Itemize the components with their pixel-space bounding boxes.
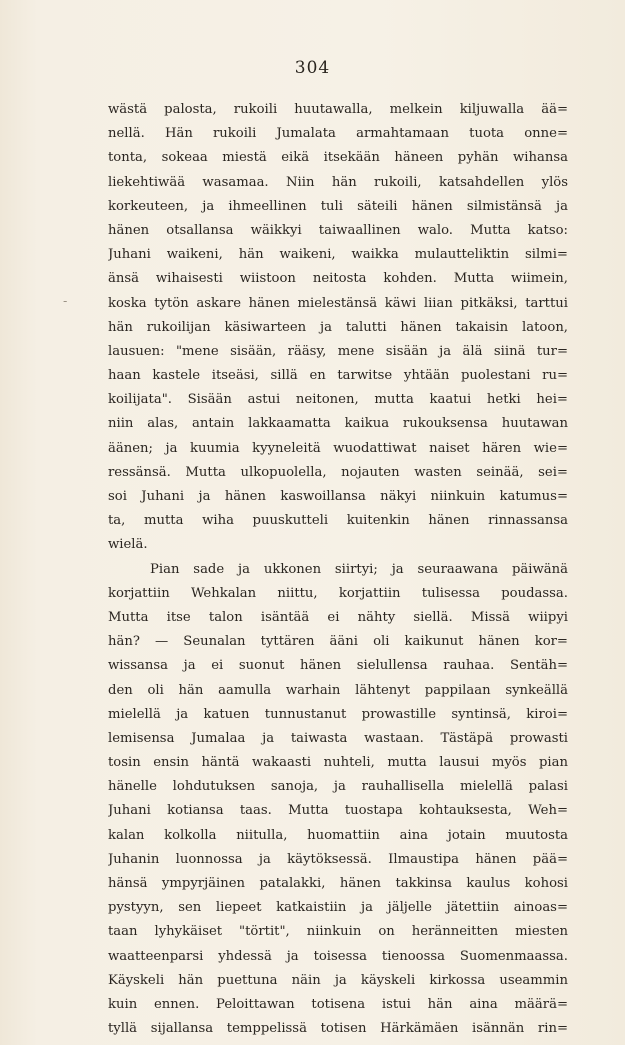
text-line: soi Juhani ja hänen kaswoillansa näkyi niinkuin katumus= — [108, 489, 568, 504]
text-line: kuin ennen. Peloittawan totisena istui hän aina määrä= — [108, 996, 568, 1012]
text-line: wielä. — [108, 537, 148, 553]
text-line: lemisensa Jumalaa ja taiwasta wastaan. Tästäpä prowasti — [108, 730, 568, 746]
text-line: hän rukoilijan käsiwarteen ja talutti hänen takaisin latoon, — [108, 319, 568, 335]
text-line: tosin ensin häntä wakaasti nuhteli, mutta lausui myös pian — [108, 755, 568, 771]
text-line: wissansa ja ei suonut hänen sielullensa rauhaa. Sentäh= — [108, 658, 568, 674]
text-line: Pian sade ja ukkonen siirtyi; ja seuraawana päiwänä — [150, 561, 568, 577]
text-line: koska tytön askare hänen mielestänsä käwi liian pitkäksi, tarttui — [108, 295, 568, 311]
text-line: hän? — Seunalan tyttären ääni oli kaikunut hänen kor= — [108, 634, 568, 650]
text-line: ta, mutta wiha puuskutteli kuitenkin hänen rinnassansa — [108, 513, 568, 529]
text-line: Juhani kotiansa taas. Mutta tuostapa kohtauksesta, Weh= — [108, 803, 568, 819]
text-line: niin alas, antain lakkaamatta kaikua rukouksensa huutawan — [108, 416, 568, 432]
text-line: äänen; ja kuumia kyyneleitä wuodattiwat naiset hären wie= — [108, 440, 568, 456]
text-line: Käyskeli hän puettuna näin ja käyskeli kirkossa useammin — [108, 972, 568, 988]
text-line: Mutta itse talon isäntää ei nähty siellä. Missä wiipyi — [108, 609, 568, 625]
text-line: den oli hän aamulla warhain lähtenyt pappilaan synkeällä — [108, 682, 568, 698]
text-line: hänelle lohdutuksen sanoja, ja rauhallisella mielellä palasi — [108, 779, 568, 795]
text-line: nellä. Hän rukoili Jumalata armahtamaan tuota onne= — [108, 126, 568, 142]
text-line: Juhanin luonnossa ja käytöksessä. Ilmaustipa hänen pää= — [108, 851, 568, 867]
text-line: liekehtiwää wasamaa. Niin hän rukoili, katsahdellen ylös — [108, 174, 568, 190]
text-line: koilijata". Sisään astui neitonen, mutta kaatui hetki hei= — [108, 392, 568, 408]
text-line: hänsä ympyrjäinen patalakki, hänen takkinsa kaulus kohosi — [108, 876, 568, 891]
text-line: korkeuteen, ja ihmeellinen tuli säteili hänen silmistänsä ja — [108, 198, 568, 214]
text-line: hänen otsallansa wäikkyi taiwaallinen walo. Mutta katso: — [108, 222, 568, 238]
text-line: kalan kolkolla niitulla, huomattiin aina jotain muutosta — [108, 827, 568, 843]
text-line: tyllä sijallansa temppelissä totisen Härkämäen isännän rin= — [108, 1021, 568, 1037]
text-line: haan kastele itseäsi, sillä en tarwitse yhtään puolestani ru= — [108, 368, 568, 384]
text-line: tonta, sokeaa miestä eikä itsekään häneen pyhän wihansa — [108, 150, 568, 166]
text-line: wästä palosta, rukoili huutawalla, melkein kiljuwalla ää= — [108, 102, 568, 117]
text-line: änsä wihaisesti wiistoon neitosta kohden. Mutta wiimein, — [108, 271, 568, 287]
text-line: korjattiin Wehkalan niittu, korjattiin tulisessa poudassa. — [108, 585, 568, 601]
body-text — [108, 98, 568, 1041]
margin-mark: - — [63, 294, 68, 308]
text-line: ressänsä. Mutta ulkopuolella, nojauten wasten seinää, sei= — [108, 464, 568, 480]
page-number: 304 — [294, 58, 331, 78]
text-line: mielellä ja katuen tunnustanut prowastille syntinsä, kiroi= — [108, 706, 568, 722]
text-line: taan lyhykäiset "törtit", niinkuin on heränneitten miesten — [108, 924, 568, 940]
text-line: Juhani waikeni, hän waikeni, waikka mulautteliktin silmi= — [108, 247, 568, 263]
text-line: lausuen: "mene sisään, rääsy, mene sisään ja älä siinä tur= — [108, 343, 568, 359]
text-line: waatteenparsi yhdessä ja toisessa tienoossa Suomenmaassa. — [108, 948, 568, 964]
text-line: pystyyn, sen liepeet katkaistiin ja jäljelle jätettiin ainoas= — [108, 900, 568, 916]
